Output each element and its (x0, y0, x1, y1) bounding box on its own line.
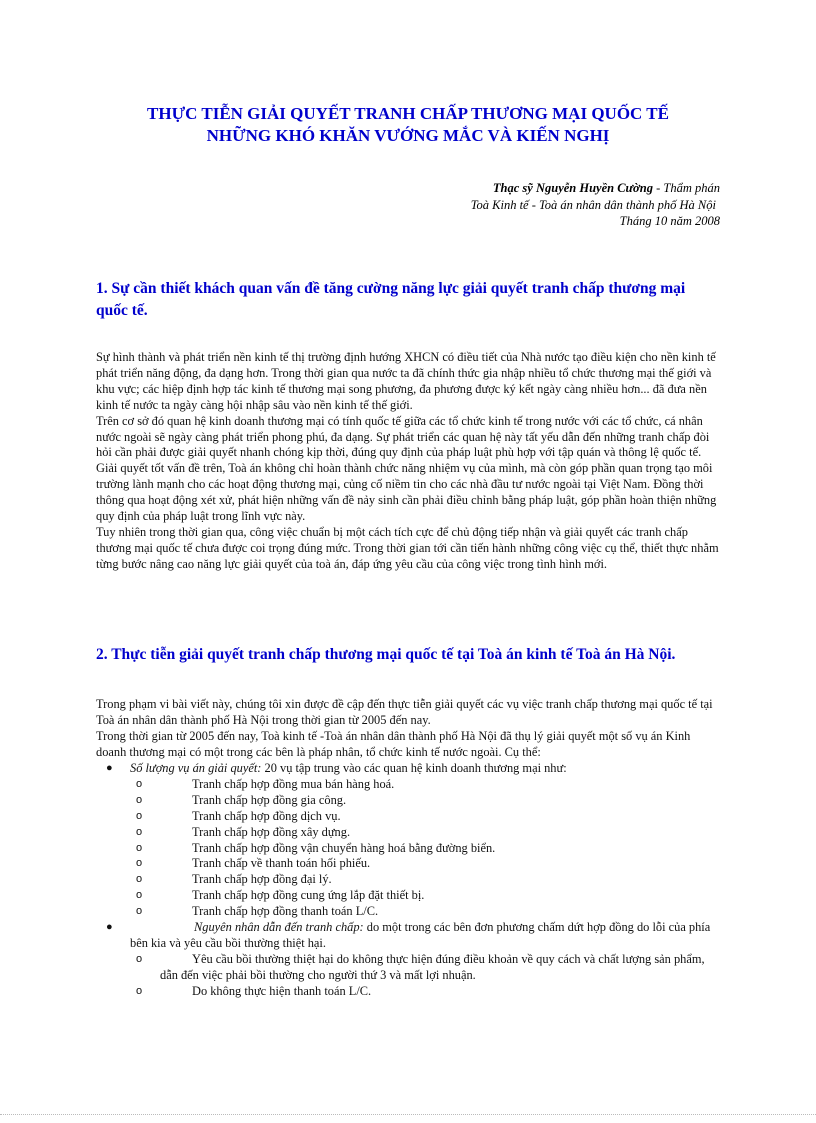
section-1-heading: 1. Sự cần thiết khách quan vấn đề tăng cường năng lực giải quyết tranh chấp thương mại quốc tế. (96, 280, 686, 319)
circle-bullet-icon: o (136, 825, 143, 838)
list-item (96, 825, 720, 841)
list-item (96, 777, 720, 793)
list-item (96, 888, 720, 904)
sub-item-text: Tranh chấp hợp đồng thanh toán L/C. (192, 904, 379, 919)
sub-item-text: Tranh chấp về thanh toán hối phiếu. (192, 856, 371, 871)
circle-bullet-icon: o (136, 873, 143, 886)
circle-bullet-icon: o (136, 777, 143, 790)
bullet-2-text: do một trong các bên đơn phương chấm dứt hợp đồng do lỗi của phía bên kia và yêu cầu bồi thường thiệt hại. (130, 920, 711, 950)
author-org: Toà Kinh tế - Toà án nhân dân thành phố Hà Nội (470, 198, 716, 212)
list-item (96, 872, 720, 888)
list-item (96, 761, 720, 777)
page-bottom-divider (0, 1114, 816, 1115)
sub-item-text: Tranh chấp hợp đồng gia công. (192, 792, 347, 807)
sub-item-text: Tranh chấp hợp đồng đại lý. (192, 872, 332, 887)
list-item (96, 984, 720, 1000)
list-item (96, 793, 720, 809)
list-item (96, 952, 720, 984)
circle-bullet-icon: o (136, 905, 143, 918)
section-1-paragraph-3: Giải quyết tốt vấn đề trên, Toà án không chỉ hoàn thành chức năng nhiệm vụ của mình, mà còn góp phần quan trọng tạo môi trường lành mạnh cho các hoạt động thương mại, củng cố niềm tin cho các nhà đầu tư nước ngoài tại Việt Nam. Đồng thời thông qua hoạt động xét xử, phát hiện những vấn đề nảy sinh cần phải điều chỉnh bằng pháp luật, góp phần hoàn thiện những quy định của pháp luật trong lĩnh vực này. (96, 461, 717, 524)
section-2-body (96, 697, 720, 761)
author-line (300, 180, 720, 196)
document-title-line1: THỰC TIỄN GIẢI QUYẾT TRANH CHẤP THƯƠNG MẠI QUỐC TẾ (147, 104, 669, 123)
sub-item-text: Tranh chấp hợp đồng xây dựng. (192, 824, 351, 839)
section-2-paragraph-1: Trong phạm vi bài viết này, chúng tôi xin được đề cập đến thực tiễn giải quyết các vụ việc tranh chấp thương mại quốc tế tại Toà án nhân dân thành phố Hà Nội trong thời gian từ 2005 đến nay. (96, 697, 713, 727)
list-item (96, 841, 720, 857)
section-1-paragraph-1: Sự hình thành và phát triển nền kinh tế thị trường định hướng XHCN có điều tiết của Nhà nước tạo điều kiện cho nền kinh tế phát triển năng động, đa dạng hơn. Trong thời gian qua nước ta đã chính thức gia nhập nhiều tổ chức thương mại thế giới và khu vực; các hiệp định hợp tác kinh tế thương mại song phương, đa phương được ký kết ngày càng nhiều hơn... đã đưa nền kinh tế nước ta ngày càng hội nhập sâu vào nền kinh tế thế giới. (96, 350, 716, 412)
circle-bullet-icon: o (136, 841, 143, 854)
author-role: - Thẩm phán (652, 181, 720, 195)
section-2-paragraph-2: Trong thời gian từ 2005 đến nay, Toà kinh tế -Toà án nhân dân thành phố Hà Nội đã thụ lý giải quyết một số vụ án Kinh doanh thương mại có một trong các bên là pháp nhân, tổ chức kinh tế nước ngoài. Cụ thể: (96, 728, 691, 759)
sub-item-text: Tranh chấp hợp đồng dịch vụ. (192, 808, 341, 823)
section-1-paragraph-2: Trên cơ sở đó quan hệ kinh doanh thương mại có tính quốc tế giữa các tổ chức kinh tế trong nước với các tổ chức, cá nhân nước ngoài sẽ ngày càng phát triển phong phú, đa dạng. Sự phát triển các quan hệ này tất yếu dẫn đến những tranh chấp đòi hỏi cần phải được giải quyết nhanh chóng kịp thời, đúng quy định của pháp luật phù hợp với tập quán và thông lệ quốc tế. (96, 413, 710, 460)
sub-item-text: Yêu cầu bồi thường thiệt hại do không thực hiện đúng điều khoản về quy cách và chất lượng sản phẩm, dẫn đến việc phải bồi thường cho người thứ 3 và mất lợi nhuận. (160, 951, 705, 982)
circle-bullet-icon: o (136, 952, 143, 965)
sub-item-text: Tranh chấp hợp đồng mua bán hàng hoá. (192, 776, 395, 791)
circle-bullet-icon: o (136, 984, 143, 997)
sub-item-text: Do không thực hiện thanh toán L/C. (192, 983, 372, 998)
bullet-1-text: 20 vụ tập trung vào các quan hệ kinh doanh thương mại như: (261, 761, 567, 775)
bullet-icon: ● (106, 762, 113, 774)
list-item (96, 809, 720, 825)
list-item (96, 920, 720, 952)
bullet-1-label: Số lượng vụ án giải quyết: (130, 761, 262, 775)
case-summary-list (96, 761, 720, 1000)
sub-item-text: Tranh chấp hợp đồng cung ứng lắp đặt thiết bị. (192, 888, 425, 903)
author-name: Thạc sỹ Nguyễn Huyền Cường (492, 181, 653, 195)
circle-bullet-icon: o (136, 793, 143, 806)
circle-bullet-icon: o (136, 889, 143, 902)
circle-bullet-icon: o (136, 809, 143, 822)
bullet-icon: ● (106, 921, 113, 934)
sub-item-text: Tranh chấp hợp đồng vận chuyển hàng hoá bằng đường biển. (192, 840, 496, 855)
section-1-paragraph-4: Tuy nhiên trong thời gian qua, công việc chuẩn bị một cách tích cực để chủ động tiếp nhận và giải quyết các tranh chấp thương mại quốc tế chưa được coi trọng đúng mức. Trong thời gian tới cần tiến hành những công việc cụ thể, thiết thực nhằm từng bước nâng cao năng lực giải quyết của toà án, đáp ứng yêu cầu của công việc trong tình hình mới. (96, 524, 719, 571)
section-2-heading: 2. Thực tiễn giải quyết tranh chấp thương mại quốc tế tại Toà án kinh tế Toà án Hà Nội. (96, 646, 676, 663)
list-item (96, 904, 720, 920)
bullet-2-label: Nguyên nhân dẫn đến tranh chấp: (194, 920, 364, 935)
author-date: Tháng 10 năm 2008 (619, 214, 720, 228)
section-1-body (96, 350, 720, 573)
document-title-line2: NHỮNG KHÓ KHĂN VƯỚNG MẮC VÀ KIẾN NGHỊ (206, 126, 610, 145)
circle-bullet-icon: o (136, 857, 143, 870)
list-item (96, 856, 720, 872)
